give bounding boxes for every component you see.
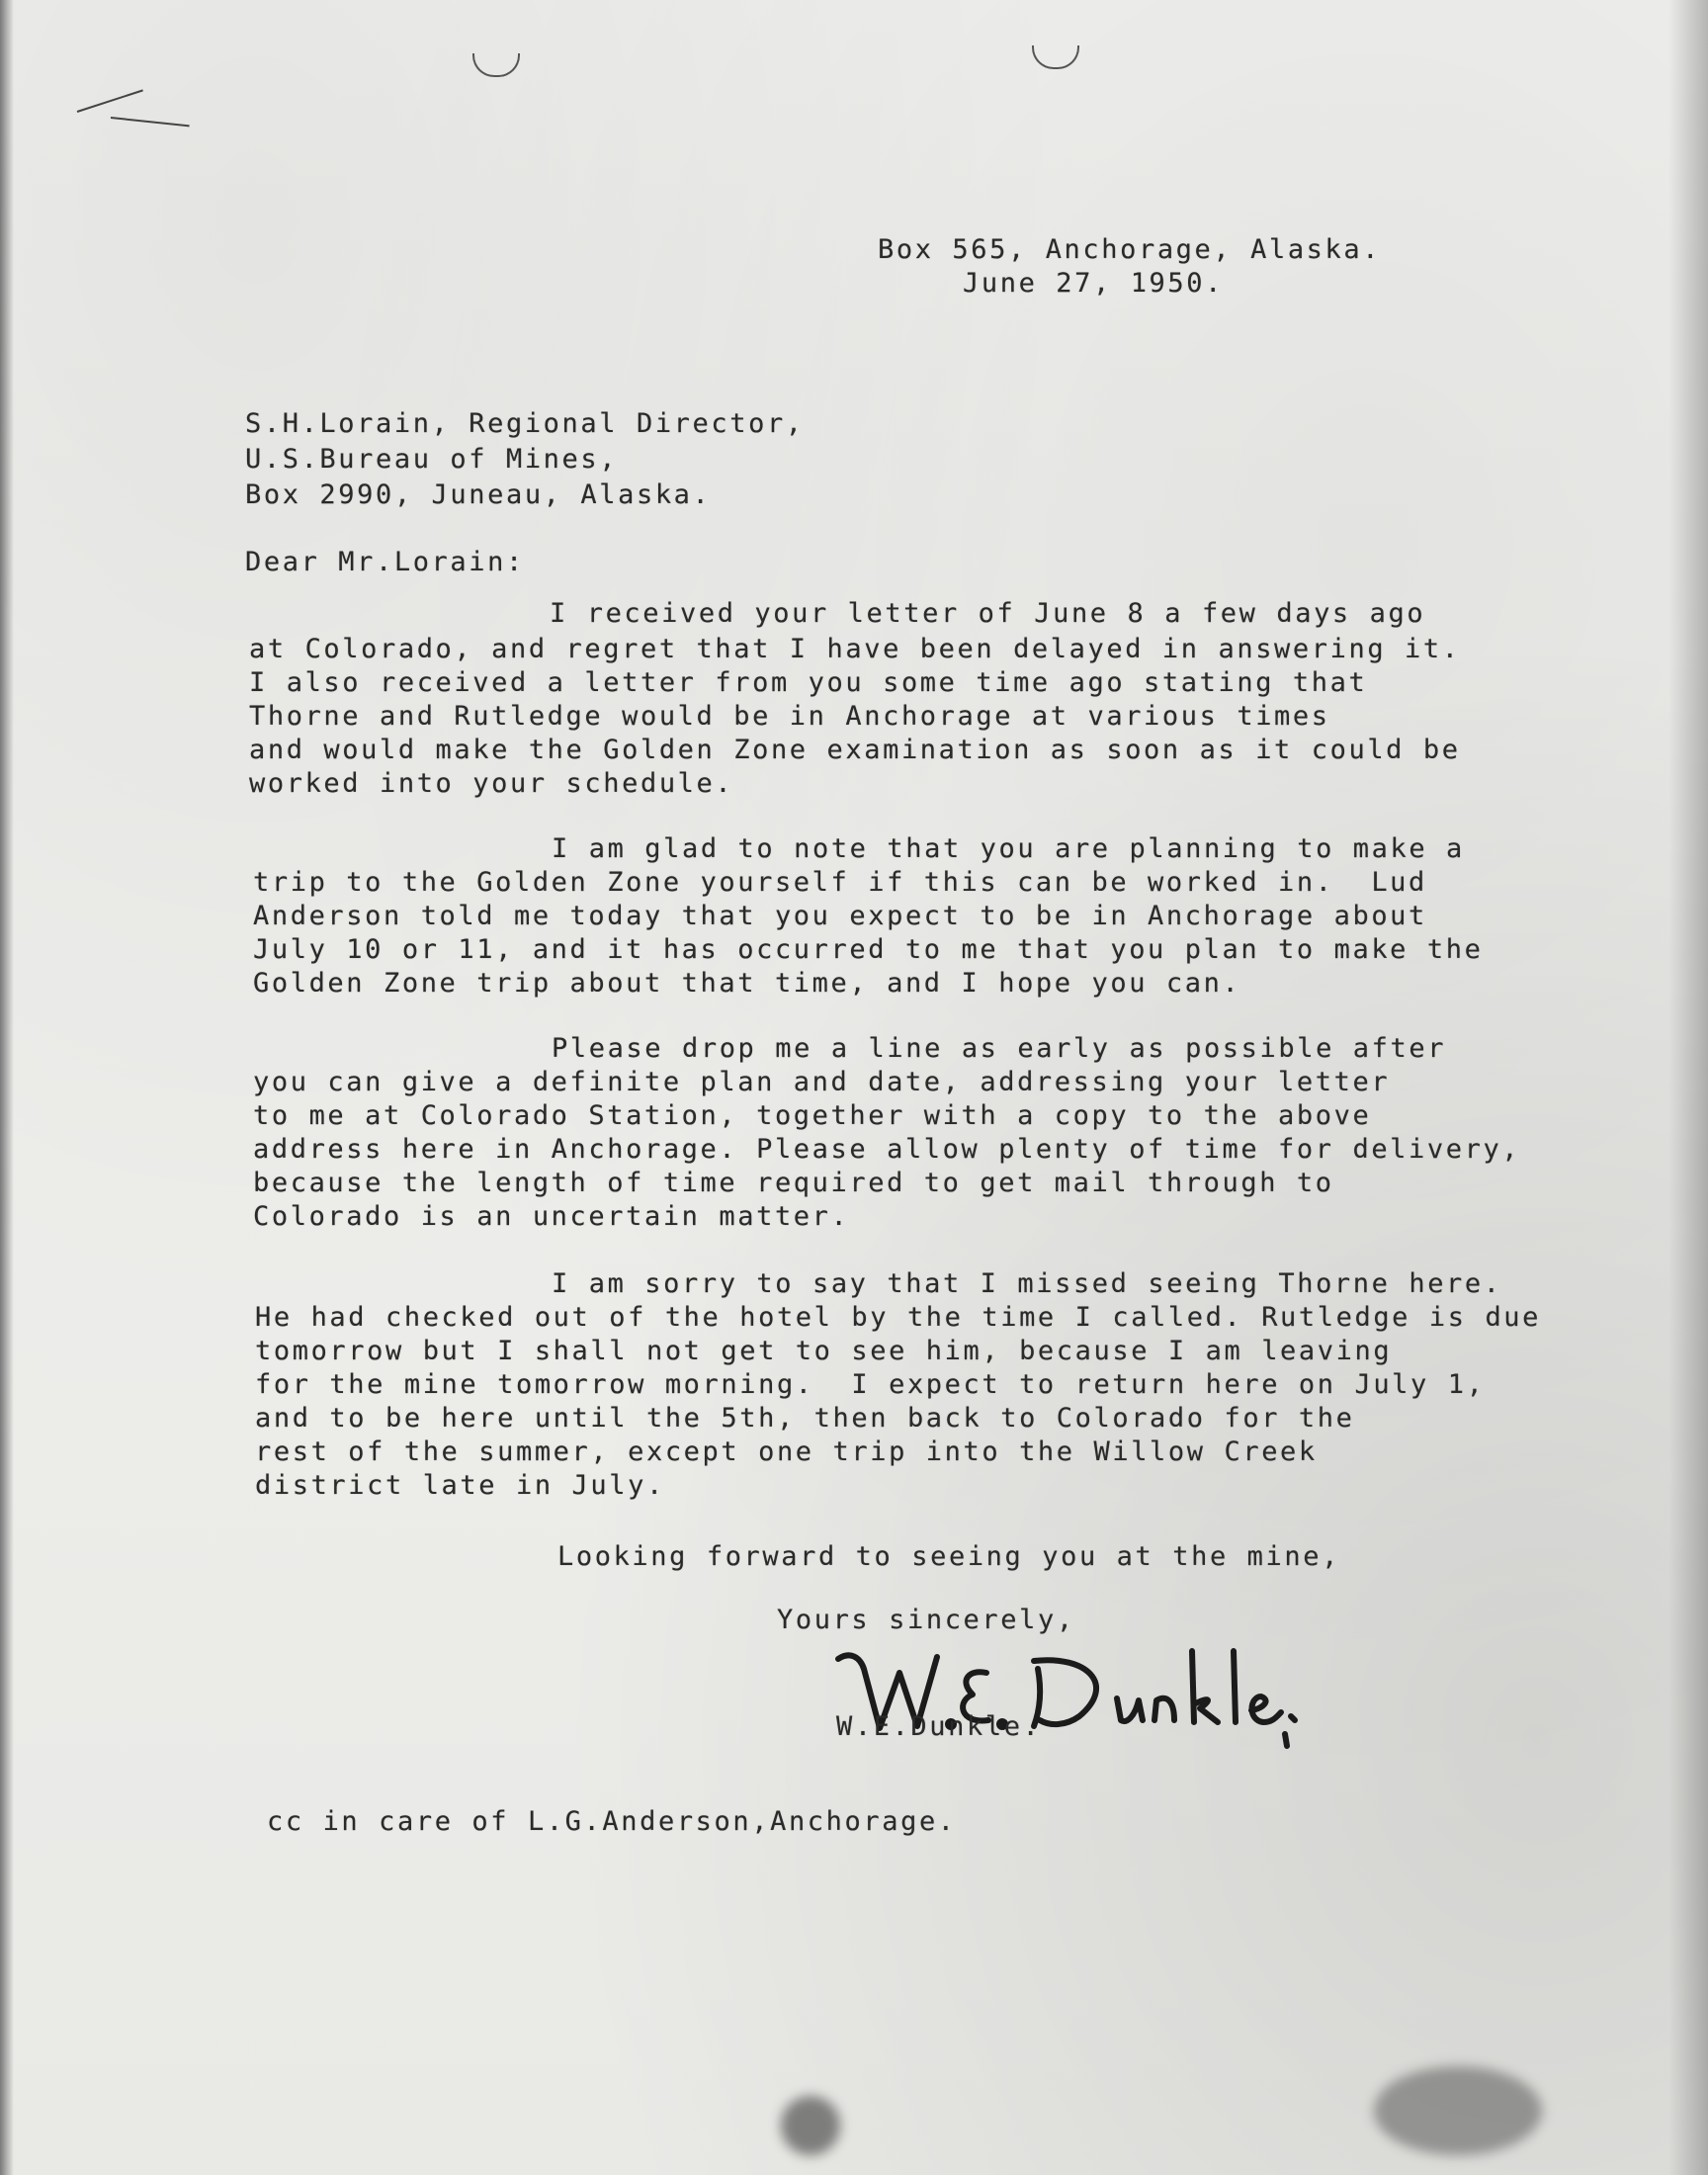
body-line: Please drop me a line as early as possible after: [552, 1033, 1447, 1064]
letter-date: June 27, 1950.: [963, 268, 1224, 299]
body-line: trip to the Golden Zone yourself if this can be worked in. Lud: [253, 867, 1427, 898]
recipient-line-3: Box 2990, Juneau, Alaska.: [245, 479, 712, 510]
body-line: I am sorry to say that I missed seeing Thorne here.: [552, 1268, 1502, 1299]
body-line: you can give a definite plan and date, addressing your letter: [253, 1067, 1391, 1097]
body-line: to me at Colorado Station, together with a copy to the above: [253, 1100, 1372, 1131]
body-line: worked into your schedule.: [249, 768, 734, 799]
body-line: Golden Zone trip about that time, and I hope you can.: [253, 968, 1241, 999]
body-line: tomorrow but I shall not get to see him, because I am leaving: [255, 1336, 1393, 1366]
scan-smudge-bottom-right: [1374, 2066, 1542, 2155]
return-address: Box 565, Anchorage, Alaska.: [878, 234, 1382, 265]
body-line: address here in Anchorage. Please allow plenty of time for delivery,: [253, 1134, 1521, 1165]
recipient-line-2: U.S.Bureau of Mines,: [245, 444, 619, 475]
body-line: I am glad to note that you are planning to make a: [552, 833, 1465, 864]
body-line: I also received a letter from you some time ago stating that: [249, 667, 1368, 698]
scan-edge-shadow-left: [0, 0, 14, 2175]
punch-hole-right: [1032, 45, 1079, 69]
body-line: and to be here until the 5th, then back to Colorado for the: [255, 1403, 1355, 1434]
typed-signer-name: W.E.Dunkle.: [836, 1711, 1042, 1742]
closing-line: Looking forward to seeing you at the mine,: [557, 1541, 1340, 1572]
recipient-line-1: S.H.Lorain, Regional Director,: [245, 408, 805, 439]
body-line: Colorado is an uncertain matter.: [253, 1201, 850, 1232]
body-line: because the length of time required to get mail through to: [253, 1168, 1334, 1198]
body-line: district late in July.: [255, 1470, 665, 1501]
body-line: and would make the Golden Zone examination as soon as it could be: [249, 735, 1461, 765]
body-line: I received your letter of June 8 a few days ago: [550, 598, 1426, 629]
body-line: Anderson told me today that you expect to be in Anchorage about: [253, 901, 1427, 931]
scan-mark-top-left-2: [111, 117, 190, 127]
scan-mark-top-left: [77, 89, 143, 113]
salutation: Dear Mr.Lorain:: [245, 547, 525, 577]
body-line: at Colorado, and regret that I have been delayed in answering it.: [249, 634, 1461, 664]
body-line: He had checked out of the hotel by the time I called. Rutledge is due: [255, 1302, 1542, 1333]
body-line: for the mine tomorrow morning. I expect to return here on July 1,: [255, 1369, 1486, 1400]
scan-edge-shadow-right: [1668, 0, 1708, 2175]
body-line: July 10 or 11, and it has occurred to me that you plan to make the: [253, 934, 1484, 965]
body-line: rest of the summer, except one trip into the Willow Creek: [255, 1436, 1318, 1467]
complimentary-close: Yours sincerely,: [777, 1605, 1075, 1635]
cc-line: cc in care of L.G.Anderson,Anchorage.: [267, 1806, 957, 1837]
scan-smudge-bottom: [781, 2096, 840, 2155]
body-line: Thorne and Rutledge would be in Anchorage at various times: [249, 701, 1330, 732]
punch-hole-left: [472, 53, 520, 77]
